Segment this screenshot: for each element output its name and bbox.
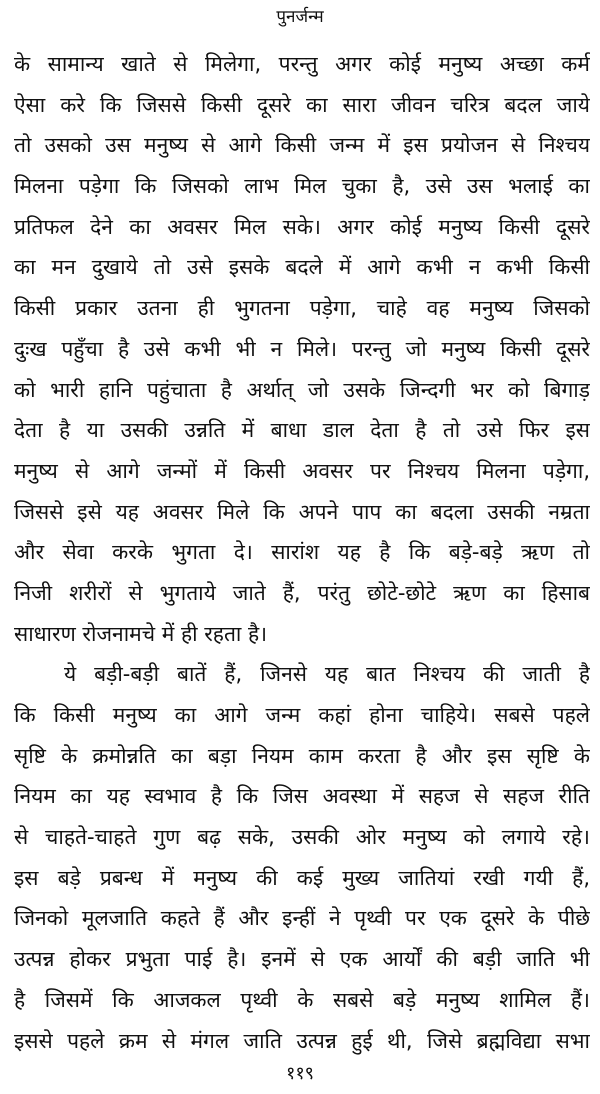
text-line: तो उसको उस मनुष्य से आगे किसी जन्म में इस प्रयोजन से निश्चय: [14, 133, 590, 158]
text-line: के सामान्य खाते से मिलेगा, परन्तु अगर कोई मनुष्य अच्छा कर्म: [14, 52, 590, 76]
text-line: का मन दुखाये तो उसे इसके बदले में आगे कभी न कभी किसी: [14, 255, 590, 280]
text-line: नियम का यह स्वभाव है कि जिस अवस्था में सहज से सहज रीति: [14, 784, 590, 809]
text-line: देता है या उसकी उन्नति में बाधा डाल देता है तो उसे फिर इस: [14, 418, 590, 443]
body-text: [14, 44, 590, 1061]
text-line: इससे पहले क्रम से मंगल जाति उत्पन्न हुई थी, जिसे ब्रह्मविद्या सभा: [14, 1028, 590, 1053]
running-header: पुनर्जन्म: [276, 7, 324, 27]
text-line: मिलना पड़ेगा कि जिसको लाभ मिल चुका है, उसे उस भलाई का: [14, 174, 590, 199]
text-line: दुःख पहुँचा है उसे कभी भी न मिले। परन्तु जो मनुष्य किसी दूसरे: [14, 336, 590, 361]
text-line: और सेवा करके भुगता दे। सारांश यह है कि बड़े-बड़े ऋण तो: [14, 540, 590, 565]
text-line: जिनको मूलजाति कहते हैं और इन्हीं ने पृथ्वी पर एक दूसरे के पीछे: [14, 906, 590, 931]
page-number: ११९: [285, 1063, 315, 1084]
text-line: प्रतिफल देने का अवसर मिल सके। अगर कोई मनुष्य किसी दूसरे: [14, 214, 590, 239]
text-line: ऐसा करे कि जिससे किसी दूसरे का सारा जीवन चरित्र बदल जाये: [14, 92, 590, 117]
text-line: ये बड़ी-बड़ी बातें हैं, जिनसे यह बात निश्चय की जाती है: [64, 662, 590, 687]
text-line: उत्पन्न होकर प्रभुता पाई है। इनमें से एक आर्यों की बड़ी जाति भी: [14, 947, 590, 972]
text-line: मनुष्य से आगे जन्मों में किसी अवसर पर निश्चय मिलना पड़ेगा,: [14, 458, 590, 483]
text-line: साधारण रोजनामचे में ही रहता है।: [14, 621, 268, 646]
text-line: कि किसी मनुष्य का आगे जन्म कहां होना चाहिये। सबसे पहले: [14, 703, 590, 727]
text-line: है जिसमें कि आजकल पृथ्वी के सबसे बड़े मनुष्य शामिल हैं।: [14, 987, 590, 1012]
text-line: जिससे इसे यह अवसर मिले कि अपने पाप का बदला उसकी नम्रता: [14, 499, 590, 524]
text-line: सृष्टि के क्रमोन्नति का बड़ा नियम काम करता है और इस सृष्टि के: [14, 743, 590, 768]
text-line: इस बड़े प्रबन्ध में मनुष्य की कई मुख्य जातियां रखी गयी हैं,: [14, 865, 590, 890]
text-line: को भारी हानि पहुंचाता है अर्थात् जो उसके जिन्दगी भर को बिगाड़: [14, 377, 590, 402]
text-line: से चाहते-चाहते गुण बढ़ सके, उसकी ओर मनुष्य को लगाये रहे।: [14, 825, 590, 850]
text-line: किसी प्रकार उतना ही भुगतना पड़ेगा, चाहे वह मनुष्य जिसको: [14, 296, 590, 321]
text-line: निजी शरीरों से भुगताये जाते हैं, परंतु छोटे-छोटे ऋण का हिसाब: [14, 580, 590, 605]
